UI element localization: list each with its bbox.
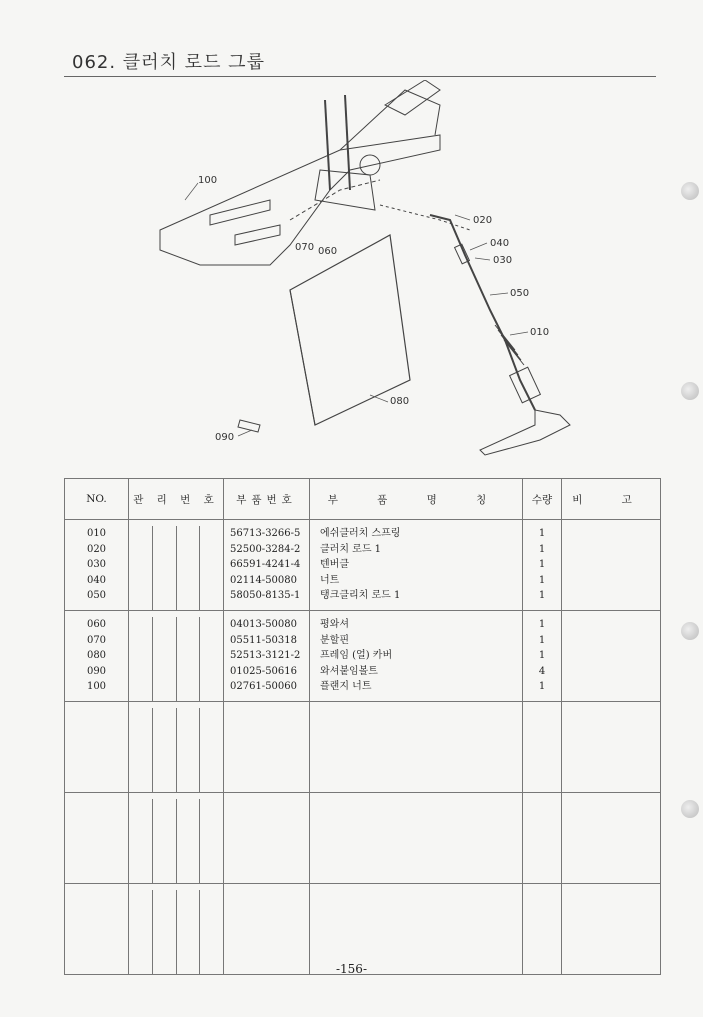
table-row-empty (65, 793, 661, 884)
callout-060: 060 (318, 246, 338, 257)
callout-030: 030 (493, 255, 513, 266)
table-header-row (65, 479, 661, 520)
mgmt-cell (129, 611, 224, 702)
callout-080: 080 (390, 396, 410, 407)
callout-050: 050 (510, 288, 530, 299)
title-divider (64, 76, 656, 77)
callout-040: 040 (490, 238, 510, 249)
callout-020: 020 (473, 215, 493, 226)
callout-090: 090 (215, 432, 235, 443)
page-number: -156- (335, 962, 367, 976)
header-part: 부품번호 (224, 479, 310, 520)
header-note: 비 고 (562, 479, 661, 520)
callout-010: 010 (530, 327, 550, 338)
binder-hole (681, 622, 699, 640)
parts-table (64, 478, 661, 975)
table-row-empty (65, 702, 661, 793)
table-row: 010 020 030 040 050 56713-3266-5 52500-3284-2 66591-4241-4 02114-50080 58050-8135-1 에쉬클러치 스프링 클러치 로드 1 텐버클 너트 탱크클리치 로드 1 1 1 1 1 1 (65, 520, 661, 611)
binder-hole (681, 382, 699, 400)
callout-100: 100 (198, 175, 218, 186)
header-mgmt: 관 리 번 호 (129, 479, 224, 520)
binder-hole (681, 182, 699, 200)
callout-070: 070 (295, 242, 315, 253)
binder-hole (681, 800, 699, 818)
header-qty: 수량 (523, 479, 562, 520)
parts-diagram (140, 80, 590, 475)
table-row: 060 070 080 090 100 04013-50080 05511-50318 52513-3121-2 01025-50616 02761-50060 평와셔 분할핀 프레임 (얼) 카버 와셔붙임볼트 플랜지 너트 1 1 1 4 1 (65, 611, 661, 702)
mgmt-cell (129, 520, 224, 611)
header-name: 부 품 명 칭 (310, 479, 523, 520)
page-title: 062. 클러치 로드 그룹 (72, 52, 265, 73)
table-row-empty (65, 884, 661, 975)
header-no: NO. (65, 479, 129, 520)
